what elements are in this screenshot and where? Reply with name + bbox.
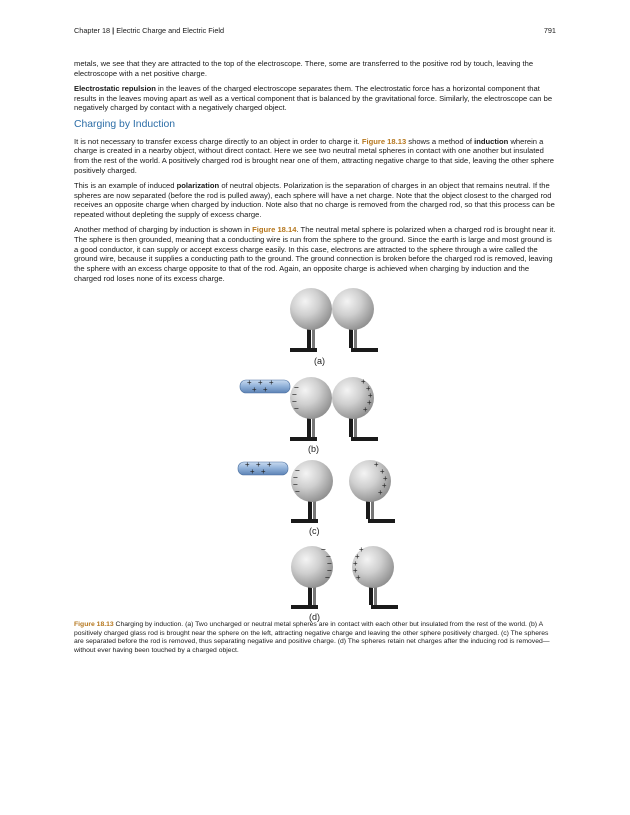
plus-sign: +	[267, 460, 272, 469]
sphere-right	[332, 288, 378, 352]
minus-sign: −	[325, 573, 330, 582]
plus-sign: +	[367, 398, 372, 407]
charged-rod	[240, 378, 290, 394]
minus-sign: −	[327, 566, 332, 575]
figure-caption	[74, 621, 558, 655]
caption-text: Charging by induction. (a) Two uncharged or neutral metal spheres are in contact with each other but insulated from the rest of the world. (b) A positively charged glass rod is brought near the sphere on the left, attracting negative charge and leaving the other sphere positively charged. (c) The spheres are separated before the rod is removed, thus separating negative and positive charge. (d) The spheres retain net charges after the inducing rod is removed—without ever having been touched by a charged object.	[74, 621, 550, 654]
minus-sign: −	[326, 552, 331, 561]
plus-sign: +	[378, 488, 383, 497]
sphere-left	[290, 377, 332, 441]
minus-sign: −	[295, 466, 300, 475]
minus-sign: −	[321, 545, 326, 554]
minus-sign: −	[293, 480, 298, 489]
sphere-right	[349, 460, 395, 523]
section-heading: Charging by Induction	[74, 118, 176, 130]
key-term: polarization	[176, 180, 220, 190]
plus-sign: +	[361, 377, 366, 386]
key-term: Electrostatic repulsion	[74, 83, 156, 93]
minus-sign: −	[292, 397, 297, 406]
page-number: 791	[543, 26, 556, 35]
sphere-right	[332, 377, 378, 441]
panel-label: (b)	[308, 444, 319, 454]
plus-sign: +	[263, 385, 268, 394]
minus-sign: −	[293, 473, 298, 482]
plus-sign: +	[256, 460, 261, 469]
paragraph: Electrostatic repulsion in the leaves of the charged electroscope separates them. The electrostatic force has a horizontal component that results in the leaves moving apart as well as a vertical component that is balanced by the gravitational force. Similarly, the electroscope can be negatively charged by contact with a negatively charged object.	[74, 83, 553, 113]
plus-sign: +	[380, 467, 385, 476]
minus-sign: −	[294, 404, 299, 413]
plus-sign: +	[353, 566, 358, 575]
plus-sign: +	[258, 378, 263, 387]
panel-d	[291, 545, 398, 622]
paragraph: Another method of charging by induction is shown in Figure 18.14. The neutral metal sphere is polarized when a charged rod is brought near it. The sphere is then grounded, meaning that a conducting wire is run from the sphere to the ground. Since the earth is large and most ground is a good conductor, it can supply or accept excess charge easily. In this case, electrons are attracted to the sphere through a wire called the ground wire, because it supplies a conducting path to the ground. The ground connection is broken before the charged rod is removed, leaving the sphere with an excess charge opposite to that of the rod. Again, an opposite charge is achieved when charging by induction and the charged rod loses none of its excess charge.	[74, 225, 556, 283]
figure-link[interactable]: Figure 18.14	[252, 225, 297, 235]
minus-sign: −	[327, 559, 332, 568]
panel-label: (d)	[309, 612, 320, 622]
plus-sign: +	[353, 559, 358, 568]
plus-sign: +	[359, 545, 364, 554]
plus-sign: +	[382, 481, 387, 490]
sphere-left	[291, 460, 333, 523]
plus-sign: +	[247, 378, 252, 387]
plus-sign: +	[363, 405, 368, 414]
plus-sign: +	[252, 385, 257, 394]
plus-sign: +	[356, 573, 361, 582]
plus-sign: +	[374, 460, 379, 469]
sphere-left	[290, 288, 332, 352]
figure-link[interactable]: Figure 18.13	[361, 136, 407, 146]
panel-a	[290, 288, 378, 366]
plus-sign: +	[269, 378, 274, 387]
key-term: induction	[474, 136, 509, 146]
panel-c	[238, 460, 395, 536]
charged-rod	[238, 460, 288, 476]
induction-figure	[232, 286, 412, 622]
plus-sign: +	[355, 552, 360, 561]
plus-sign: +	[250, 467, 255, 476]
minus-sign: −	[295, 487, 300, 496]
page-header	[74, 26, 556, 38]
plus-sign: +	[245, 460, 250, 469]
sphere-left	[291, 545, 333, 609]
running-head	[74, 26, 224, 35]
paragraph: metals, we see that they are attracted to the top of the electroscope. There, some are transferred to the positive rod by touch, leaving the electroscope with a net positive charge.	[74, 59, 534, 78]
plus-sign: +	[383, 474, 388, 483]
plus-sign: +	[366, 384, 371, 393]
chapter-label: Chapter 18	[74, 26, 111, 35]
caption-label: Figure 18.13	[74, 621, 114, 628]
chapter-title: Electric Charge and Electric Field	[116, 26, 225, 35]
panel-label: (a)	[314, 356, 325, 366]
panel-label: (c)	[309, 526, 320, 536]
header-separator: |	[112, 26, 115, 35]
paragraph: It is not necessary to transfer excess charge directly to an object in order to charge it. Figure 18.13 shows a method of induction wherein a charge is created in a nearby object, without direct contact. Here we see two neutral metal spheres in contact with one another but insulated from the rest of the world. A positively charged rod is brought near one of them, attracting negative charge to that side, leaving the other sphere positively charged.	[74, 136, 554, 175]
sphere-right	[352, 545, 398, 609]
body-text	[74, 59, 556, 289]
minus-sign: −	[294, 383, 299, 392]
panel-b	[240, 377, 378, 454]
paragraph: This is an example of induced polarization of neutral objects. Polarization is the separation of charges in an object that remains neutral. If the spheres are now separated (before the rod is pulled away), each sphere will have a net charge. Note that the object closest to the charged rod receives an opposite charge when charged by induction. Note also that no charge is removed from the charged rod, so that this process can be repeated without depleting the supply of excess charge.	[74, 180, 555, 219]
minus-sign: −	[292, 390, 297, 399]
induction-diagram	[232, 286, 412, 622]
plus-sign: +	[261, 467, 266, 476]
plus-sign: +	[368, 391, 373, 400]
